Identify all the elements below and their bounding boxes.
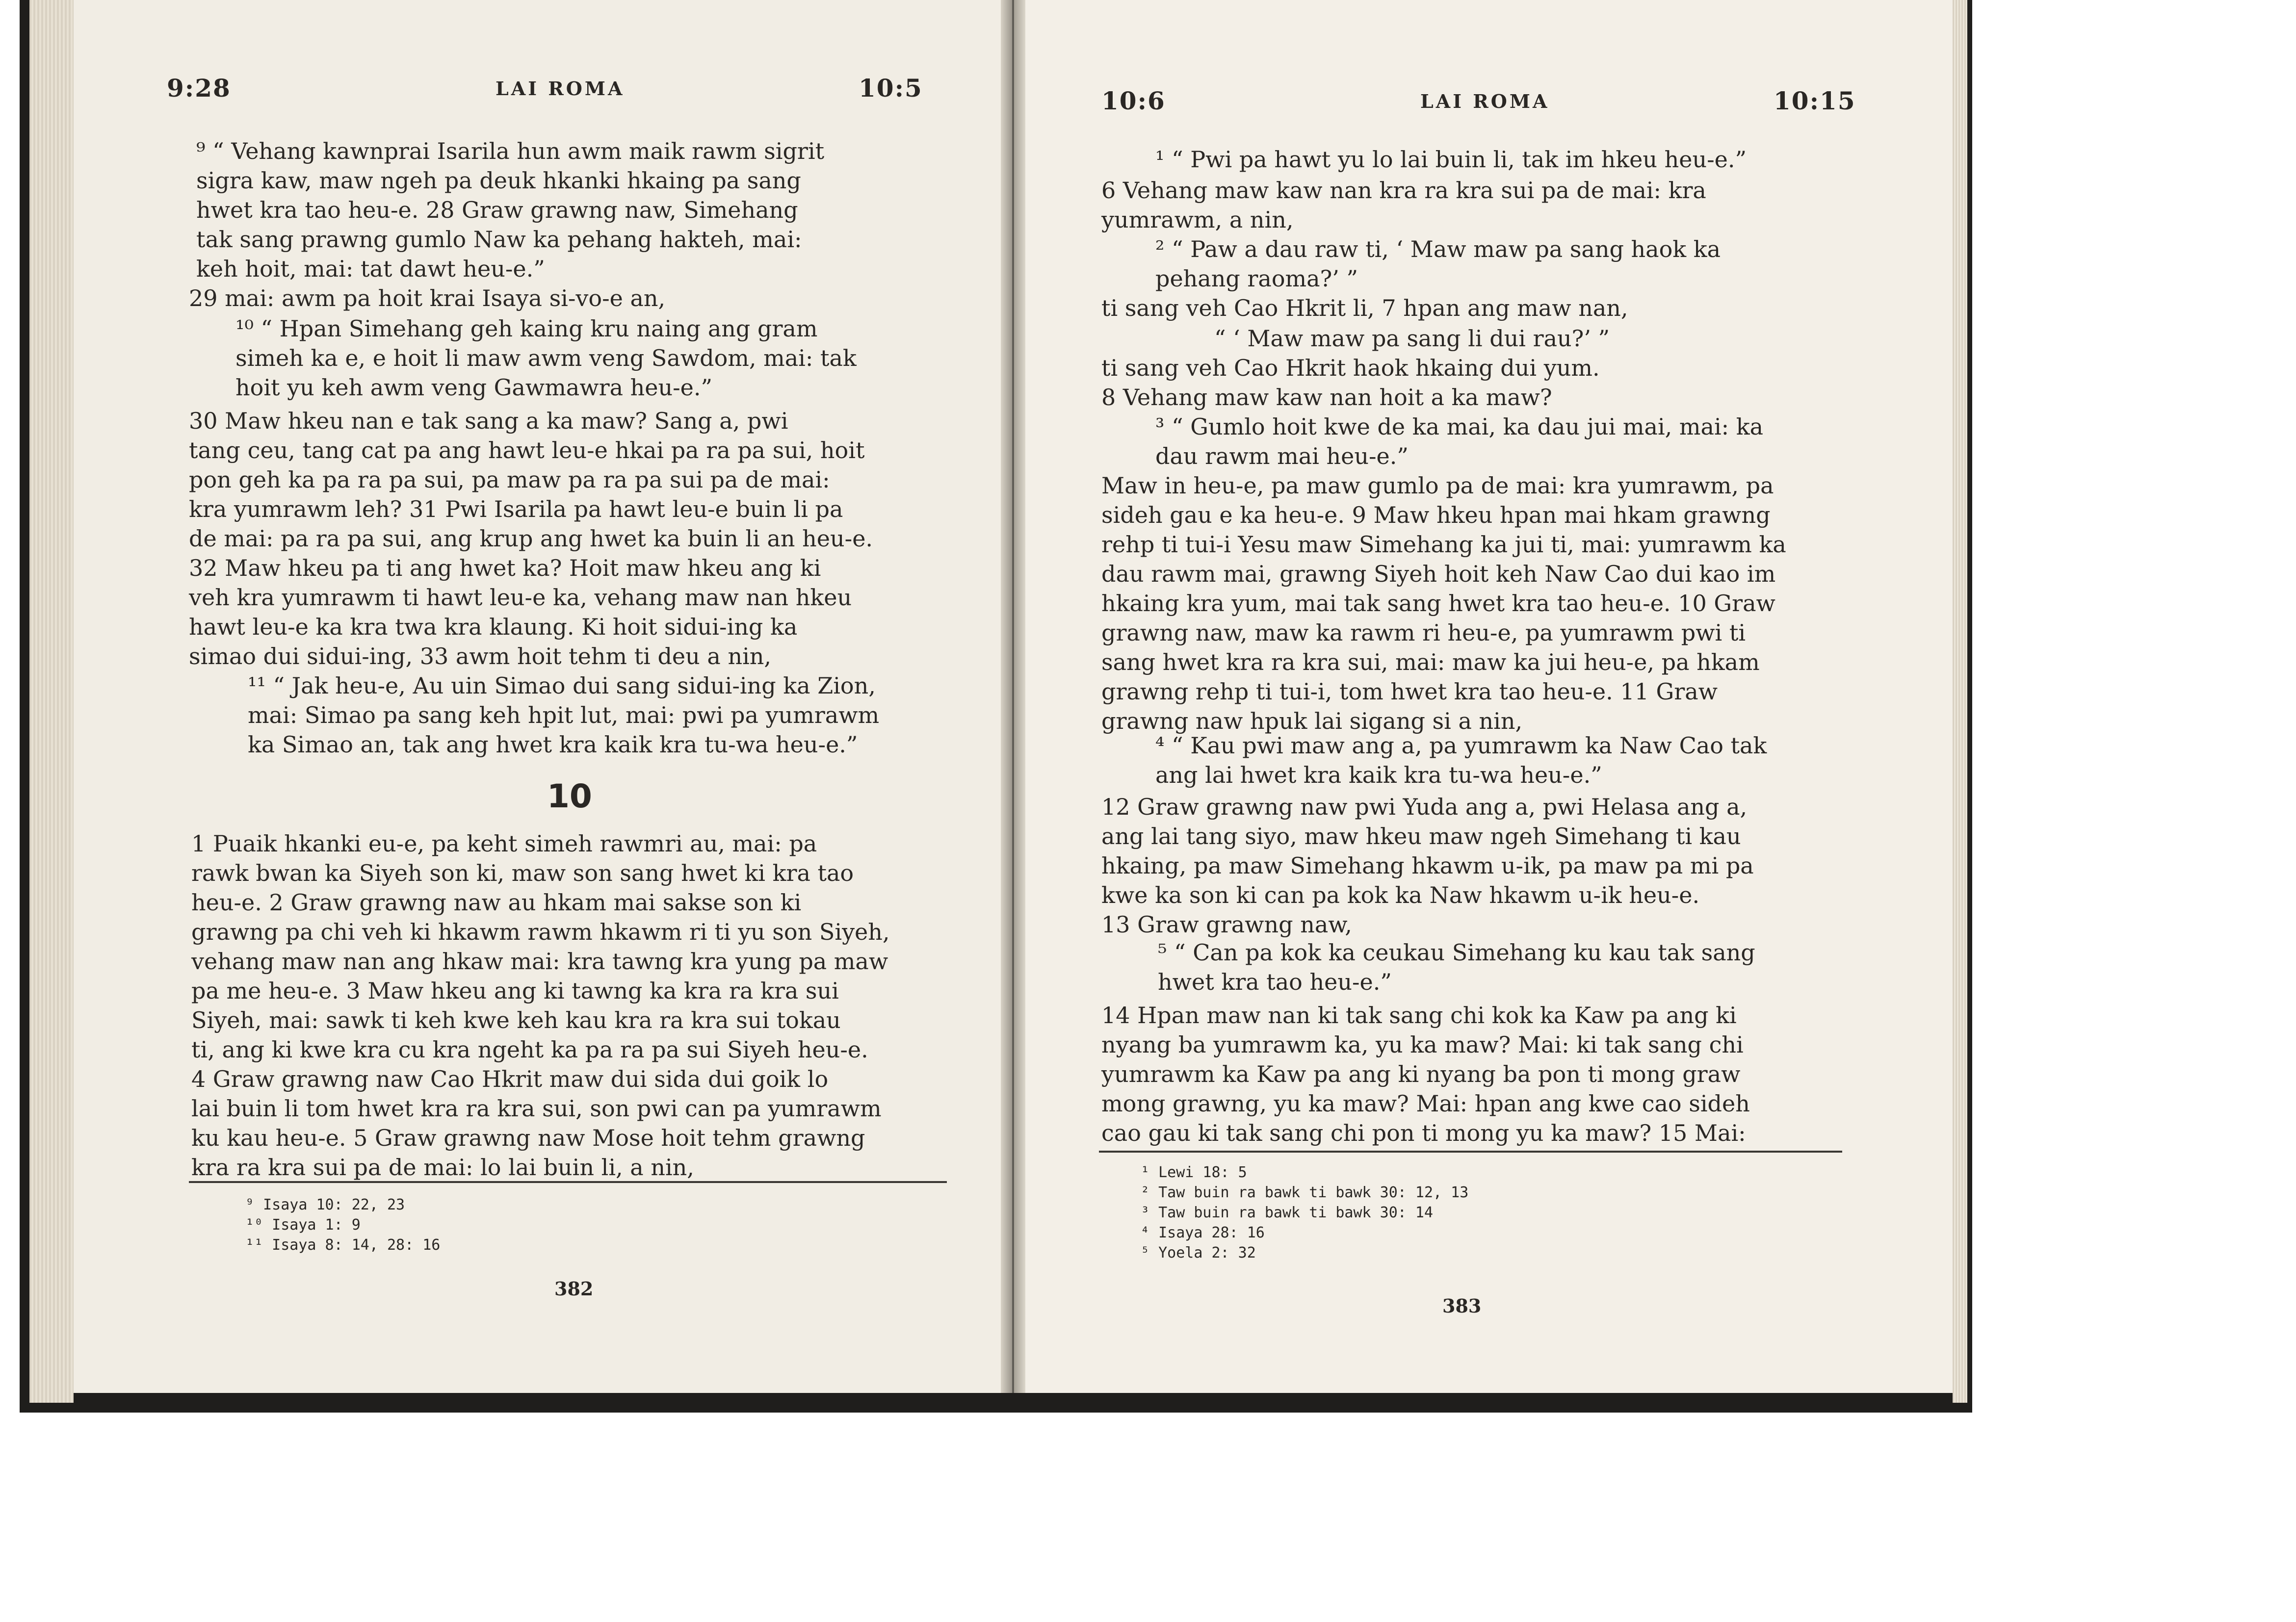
text-line: Siyeh, mai: sawk ti keh kwe keh kau kra ra kra sui tokau (191, 1007, 841, 1033)
text-line: ¹⁰ Isaya 1: 9 (245, 1216, 361, 1234)
left-ref-end: 10:5 (859, 74, 923, 103)
text-line: sideh gau e ka heu-e. 9 Maw hkeu hpan mai hkam grawng (1101, 502, 1771, 528)
text-line: tang ceu, tang cat pa ang hawt leu-e hkai pa ra pa sui, hoit (189, 437, 865, 463)
text-line: ti sang veh Cao Hkrit haok hkaing dui yum. (1101, 355, 1600, 381)
right-verses-14-15 (1101, 1001, 1750, 1148)
text-line: pa me heu-e. 3 Maw hkeu ang ki tawng ka kra ra kra sui (191, 978, 839, 1004)
text-line: veh kra yumrawm ti hawt leu-e ka, vehang maw nan hkeu (189, 584, 852, 611)
text-line: rehp ti tui-i Yesu maw Simehang ka jui ti, mai: yumrawm ka (1101, 531, 1786, 558)
text-line: ³ Taw buin ra bawk ti bawk 30: 14 (1141, 1204, 1434, 1221)
text-line: mong grawng, yu ka maw? Mai: hpan ang kwe cao sideh (1101, 1090, 1750, 1117)
left-page-number: 382 (554, 1278, 594, 1300)
text-line: yumrawm ka Kaw pa ang ki nyang ba pon ti mong graw (1101, 1061, 1741, 1087)
text-line: ang lai tang siyo, maw hkeu maw ngeh Simehang ti kau (1101, 823, 1741, 850)
text-line: vehang maw nan ang hkaw mai: kra tawng kra yung pa maw (191, 948, 888, 975)
left-verse-quote-11 (248, 671, 879, 759)
text-line: hwet kra tao heu-e.” (1158, 969, 1392, 995)
text-line: ¹ Lewi 18: 5 (1141, 1164, 1247, 1181)
text-line: ⁵ Yoela 2: 32 (1141, 1244, 1256, 1262)
text-line: hkaing, pa maw Simehang hkawm u-ik, pa maw pa mi pa (1101, 852, 1754, 879)
text-line: ka Simao an, tak ang hwet kra kaik kra tu-wa heu-e.” (248, 731, 858, 758)
text-line: hwet kra tao heu-e. 28 Graw grawng naw, Simehang (196, 197, 798, 223)
text-line: heu-e. 2 Graw grawng naw au hkam mai sakse son ki (191, 889, 802, 916)
left-chapter-10-verses-1-5 (191, 829, 890, 1182)
right-footnote-rule (1099, 1151, 1842, 1153)
text-line: keh hoit, mai: tat dawt heu-e.” (196, 256, 545, 282)
right-verse-6 (1101, 176, 1706, 234)
text-line: 6 Vehang maw kaw nan kra ra kra sui pa de mai: kra (1101, 177, 1706, 204)
right-verse-quote-1 (1155, 145, 1747, 174)
right-verse-7 (1101, 293, 1628, 323)
text-line: 4 Graw grawng naw Cao Hkrit maw dui sida dui goik lo (191, 1066, 829, 1092)
text-line: ¹ “ Pwi pa hawt yu lo lai buin li, tak im hkeu heu-e.” (1155, 146, 1747, 173)
text-line: 30 Maw hkeu nan e tak sang a ka maw? Sang a, pwi (189, 408, 788, 434)
text-line: “ ‘ Maw maw pa sang li dui rau?’ ” (1214, 325, 1610, 352)
text-line: ⁴ “ Kau pwi maw ang a, pa yumrawm ka Naw Cao tak (1155, 732, 1767, 759)
text-line: ² “ Paw a dau raw ti, ‘ Maw maw pa sang haok ka (1155, 236, 1721, 262)
right-verses-9-11 (1101, 471, 1786, 736)
text-line: 32 Maw hkeu pa ti ang hwet ka? Hoit maw hkeu ang ki (189, 555, 821, 581)
text-line: ⁹ Isaya 10: 22, 23 (245, 1196, 405, 1213)
right-verse-quote-7 (1214, 324, 1610, 353)
text-line: 12 Graw grawng naw pwi Yuda ang a, pwi Helasa ang a, (1101, 794, 1748, 820)
left-verse-29 (189, 283, 665, 313)
right-ref-end: 10:15 (1774, 86, 1856, 115)
right-running-title: LAI ROMA (1420, 90, 1550, 112)
right-verse-quote-5 (1158, 938, 1755, 997)
right-verse-quote-3 (1155, 412, 1763, 471)
text-line: 13 Graw grawng naw, (1101, 911, 1352, 938)
right-page-number: 383 (1442, 1295, 1482, 1317)
text-line: mai: Simao pa sang keh hpit lut, mai: pwi pa yumrawm (248, 702, 880, 728)
text-line: ¹¹ Isaya 8: 14, 28: 16 (245, 1236, 441, 1254)
text-line: 8 Vehang maw kaw nan hoit a ka maw? (1101, 384, 1552, 411)
right-verses-12-13 (1101, 792, 1754, 939)
text-line: hawt leu-e ka kra twa kra klaung. Ki hoit sidui-ing ka (189, 614, 798, 640)
text-line: grawng naw, maw ka rawm ri heu-e, pa yumrawm pwi ti (1101, 619, 1746, 646)
text-line: simeh ka e, e hoit li maw awm veng Sawdom, mai: tak (235, 345, 857, 371)
right-verse-quote-2 (1155, 234, 1721, 293)
text-line: hoit yu keh awm veng Gawmawra heu-e.” (235, 374, 713, 401)
text-line: grawng naw hpuk lai sigang si a nin, (1101, 708, 1523, 734)
text-line: 1 Puaik hkanki eu-e, pa keht simeh rawmri au, mai: pa (191, 830, 817, 857)
text-line: ⁴ Isaya 28: 16 (1141, 1224, 1265, 1241)
text-line: hkaing kra yum, mai tak sang hwet kra tao heu-e. 10 Graw (1101, 590, 1775, 617)
text-line: ⁹ “ Vehang kawnprai Isarila hun awm maik rawm sigrit (196, 138, 825, 164)
text-line: 29 mai: awm pa hoit krai Isaya si-vo-e an, (189, 285, 666, 311)
text-line: nyang ba yumrawm ka, yu ka maw? Mai: ki tak sang chi (1101, 1031, 1744, 1058)
text-line: ku kau heu-e. 5 Graw grawng naw Mose hoit tehm grawng (191, 1125, 865, 1151)
left-running-title: LAI ROMA (496, 77, 625, 100)
text-line: sigra kaw, maw ngeh pa deuk hkanki hkaing pa sang (196, 167, 801, 194)
text-line: tak sang prawng gumlo Naw ka pehang hakteh, mai: (196, 226, 802, 253)
left-footnote-rule (189, 1181, 947, 1183)
left-verse-quote-9 (196, 136, 824, 283)
text-line: 14 Hpan maw nan ki tak sang chi kok ka Kaw pa ang ki (1101, 1002, 1737, 1029)
text-line: dau rawm mai, grawng Siyeh hoit keh Naw Cao dui kao im (1101, 561, 1776, 587)
text-line: cao gau ki tak sang chi pon ti mong yu ka maw? 15 Mai: (1101, 1120, 1746, 1146)
right-verse-8 (1101, 353, 1600, 412)
left-verse-quote-10 (235, 314, 857, 402)
text-line: ¹¹ “ Jak heu-e, Au uin Simao dui sang sidui-ing ka Zion, (248, 672, 876, 699)
text-line: dau rawm mai heu-e.” (1155, 443, 1409, 469)
text-line: ti, ang ki kwe kra cu kra ngeht ka pa ra pa sui Siyeh heu-e. (191, 1036, 868, 1063)
text-line: Maw in heu-e, pa maw gumlo pa de mai: kra yumrawm, pa (1101, 472, 1774, 499)
text-line: ang lai hwet kra kaik kra tu-wa heu-e.” (1155, 762, 1602, 788)
text-line: grawng pa chi veh ki hkawm rawm hkawm ri ti yu son Siyeh, (191, 919, 890, 945)
text-line: ² Taw buin ra bawk ti bawk 30: 12, 13 (1141, 1184, 1469, 1201)
text-line: ti sang veh Cao Hkrit li, 7 hpan ang maw nan, (1101, 295, 1628, 321)
text-line: simao dui sidui-ing, 33 awm hoit tehm ti deu a nin, (189, 643, 772, 669)
right-footnotes (1141, 1162, 1468, 1263)
right-ref-start: 10:6 (1101, 86, 1166, 115)
text-line: grawng rehp ti tui-i, tom hwet kra tao heu-e. 11 Graw (1101, 678, 1718, 705)
left-ref-start: 9:28 (167, 74, 231, 103)
text-line: kwe ka son ki can pa kok ka Naw hkawm u-ik heu-e. (1101, 882, 1700, 908)
text-line: pehang raoma?’ ” (1155, 265, 1358, 292)
text-line: de mai: pa ra pa sui, ang krup ang hwet ka buin li an heu-e. (189, 525, 873, 552)
text-line: yumrawm, a nin, (1101, 206, 1294, 233)
text-line: ⁵ “ Can pa kok ka ceukau Simehang ku kau tak sang (1158, 939, 1755, 966)
text-line: pon geh ka pa ra pa sui, pa maw pa ra pa sui pa de mai: (189, 466, 830, 493)
left-page-edges (29, 0, 74, 1403)
right-page-edges (1953, 0, 1967, 1403)
text-line: rawk bwan ka Siyeh son ki, maw son sang hwet ki kra tao (191, 860, 854, 886)
left-verses-30-33 (189, 406, 873, 671)
book-gutter (1001, 0, 1025, 1393)
text-line: kra yumrawm leh? 31 Pwi Isarila pa hawt leu-e buin li pa (189, 496, 843, 522)
text-line: ³ “ Gumlo hoit kwe de ka mai, ka dau jui mai, mai: ka (1155, 413, 1764, 440)
right-verse-quote-4 (1155, 731, 1767, 790)
text-line: sang hwet kra ra kra sui, mai: maw ka jui heu-e, pa hkam (1101, 649, 1760, 675)
chapter-number: 10 (547, 777, 592, 815)
text-line: lai buin li tom hwet kra ra kra sui, son pwi can pa yumrawm (191, 1095, 882, 1122)
text-line: ¹⁰ “ Hpan Simehang geh kaing kru naing ang gram (235, 315, 818, 342)
left-footnotes (245, 1195, 440, 1255)
text-line: kra ra kra sui pa de mai: lo lai buin li, a nin, (191, 1154, 694, 1181)
